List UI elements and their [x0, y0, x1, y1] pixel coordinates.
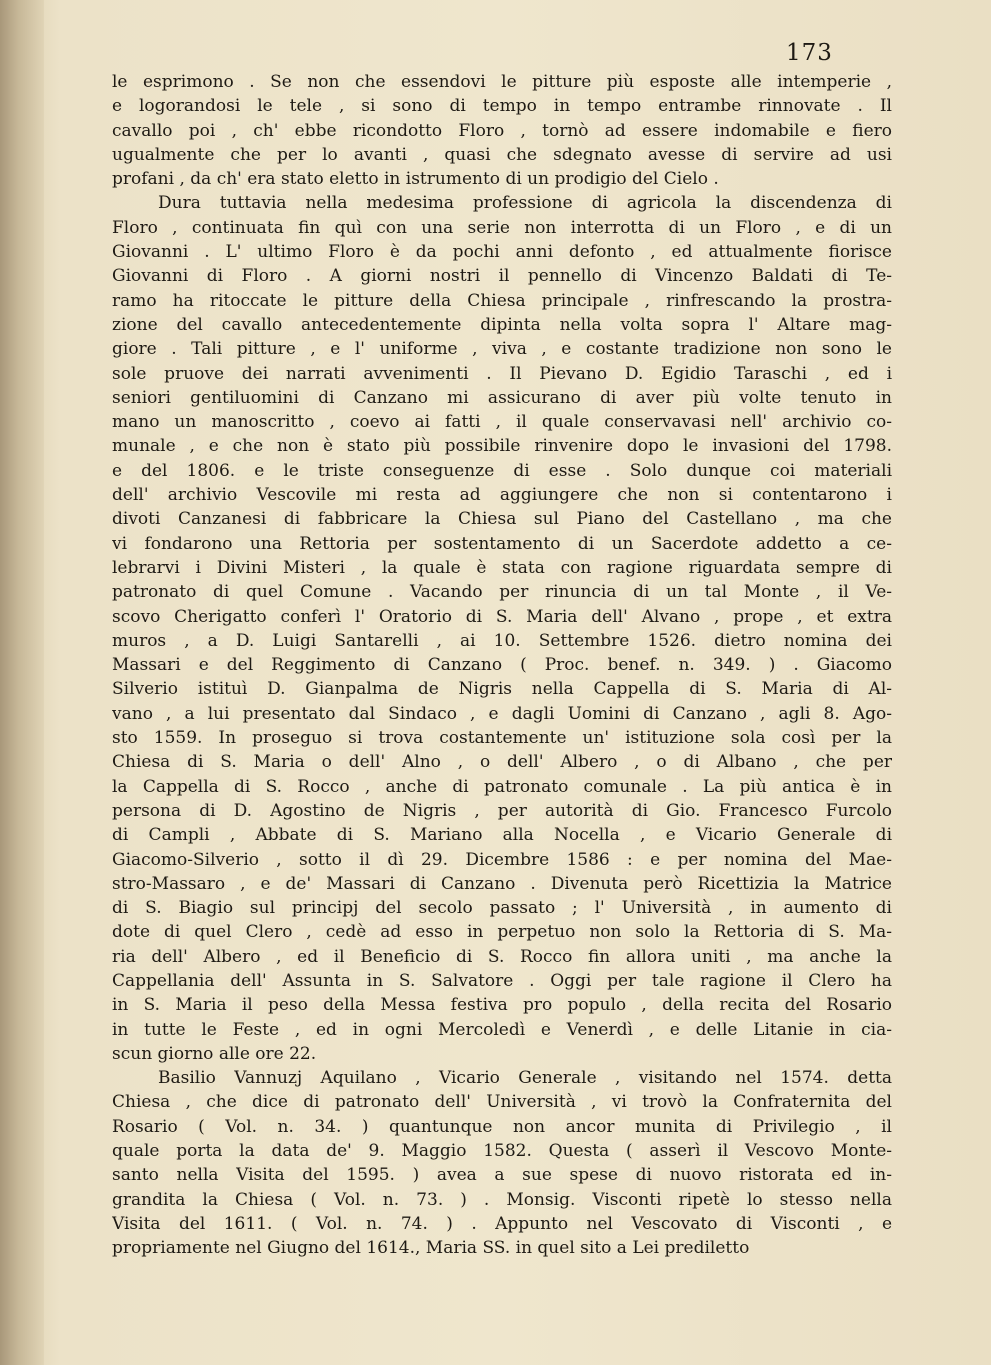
body-text [112, 70, 892, 1261]
text-line: di Campli , Abbate di S. Mariano alla Nocella , e Vicario Generale di [112, 825, 892, 846]
text-line: persona di D. Agostino de Nigris , per autorità di Gio. Francesco Furcolo [112, 800, 892, 821]
text-line: ramo ha ritoccate le pitture della Chiesa principale , rinfrescando la prostra- [112, 290, 892, 311]
text-line: dote di quel Clero , cedè ad esso in perpetuo non solo la Rettoria di S. Ma- [112, 922, 892, 943]
text-line: mano un manoscritto , coevo ai fatti , il quale conservavasi nell' archivio co- [112, 412, 892, 433]
text-line: patronato di quel Comune . Vacando per rinuncia di un tal Monte , il Ve- [112, 582, 892, 603]
text-line: seniori gentiluomini di Canzano mi assicurano di aver più volte tenuto in [112, 387, 892, 408]
text-line: in S. Maria il peso della Messa festiva pro populo , della recita del Rosario [112, 995, 892, 1016]
text-line: Basilio Vannuzj Aquilano , Vicario Generale , visitando nel 1574. detta [158, 1068, 892, 1089]
text-line: scovo Cherigatto conferì l' Oratorio di S. Maria dell' Alvano , prope , et extra [112, 606, 892, 627]
text-line: Rosario ( Vol. n. 34. ) quantunque non ancor munita di Privilegio , il [112, 1116, 892, 1137]
book-binding-shadow [0, 0, 44, 1365]
text-line: vano , a lui presentato dal Sindaco , e dagli Uomini di Canzano , agli 8. Ago- [112, 703, 892, 724]
text-line: Dura tuttavia nella medesima professione di agricola la discendenza di [158, 193, 892, 214]
text-line: muros , a D. Luigi Santarelli , ai 10. Settembre 1526. dietro nomina dei [112, 630, 892, 651]
text-line: stro-Massaro , e de' Massari di Canzano . Divenuta però Ricettizia la Matrice [112, 873, 892, 894]
text-line: sto 1559. In proseguo si trova costantemente un' istituzione sola così per la [112, 728, 892, 749]
text-line: Massari e del Reggimento di Canzano ( Proc. benef. n. 349. ) . Giacomo [112, 655, 892, 676]
text-line: Giovanni . L' ultimo Floro è da pochi anni defonto , ed attualmente fiorisce [112, 242, 892, 263]
text-line: grandita la Chiesa ( Vol. n. 73. ) . Monsig. Visconti ripetè lo stesso nella [112, 1189, 892, 1210]
text-line: in tutte le Feste , ed in ogni Mercoledì e Venerdì , e delle Litanie in cia- [112, 1019, 892, 1040]
text-line: ria dell' Albero , ed il Beneficio di S. Rocco fin allora uniti , ma anche la [112, 946, 892, 967]
text-line: e logorandosi le tele , si sono di tempo in tempo entrambe rinnovate . Il [112, 96, 892, 117]
text-line: zione del cavallo antecedentemente dipinta nella volta sopra l' Altare mag- [112, 314, 892, 335]
text-line: Giovanni di Floro . A giorni nostri il pennello di Vincenzo Baldati di Te- [112, 266, 892, 287]
text-line: santo nella Visita del 1595. ) avea a sue spese di nuovo ristorata ed in- [112, 1165, 892, 1186]
paragraph [112, 191, 892, 1066]
text-line: e del 1806. e le triste conseguenze di esse . Solo dunque coi materiali [112, 460, 892, 481]
paragraph [112, 70, 892, 191]
text-line: le esprimono . Se non che essendovi le pitture più esposte alle intemperie , [112, 72, 892, 92]
text-line: Visita del 1611. ( Vol. n. 74. ) . Appunto nel Vescovato di Visconti , e [112, 1213, 892, 1234]
text-line: quale porta la data de' 9. Maggio 1582. Questa ( asserì il Vescovo Monte- [112, 1141, 892, 1162]
text-line: vi fondarono una Rettoria per sostentamento di un Sacerdote addetto a ce- [112, 533, 892, 554]
text-line: Giacomo-Silverio , sotto il dì 29. Dicembre 1586 : e per nomina del Mae- [112, 849, 892, 870]
text-line: giore . Tali pitture , e l' uniforme , viva , e costante tradizione non sono le [112, 339, 892, 360]
text-line: propriamente nel Giugno del 1614., Maria SS. in quel sito a Lei prediletto [112, 1238, 750, 1259]
paragraph [112, 1066, 892, 1260]
text-line: Silverio istituì D. Gianpalma de Nigris nella Cappella di S. Maria di Al- [112, 679, 892, 700]
text-line: Chiesa di S. Maria o dell' Alno , o dell' Albero , o di Albano , che per [112, 752, 892, 773]
text-line: munale , e che non è stato più possibile rinvenire dopo le invasioni del 1798. [112, 436, 892, 457]
text-line: dell' archivio Vescovile mi resta ad aggiungere che non si contentarono i [112, 485, 892, 506]
text-line: scun giorno alle ore 22. [112, 1043, 317, 1064]
text-line: Floro , continuata fin quì con una serie non interrotta di un Floro , e di un [112, 217, 892, 238]
text-line: sole pruove dei narrati avvenimenti . Il Pievano D. Egidio Taraschi , ed i [112, 363, 892, 384]
text-line: ugualmente che per lo avanti , quasi che sdegnato avesse di servire ad usi [112, 144, 892, 165]
text-line: divoti Canzanesi di fabbricare la Chiesa sul Piano del Castellano , ma che [112, 509, 892, 530]
text-line: profani , da ch' era stato eletto in istrumento di un prodigio del Cielo . [112, 169, 719, 190]
text-line: cavallo poi , ch' ebbe ricondotto Floro , tornò ad essere indomabile e fiero [112, 120, 892, 141]
text-line: Cappellania dell' Assunta in S. Salvatore . Oggi per tale ragione il Clero ha [112, 970, 892, 991]
text-line: lebrarvi i Divini Misteri , la quale è stata con ragione riguardata sempre di [112, 557, 892, 578]
page-number: 173 [786, 40, 833, 66]
text-line: la Cappella di S. Rocco , anche di patronato comunale . La più antica è in [112, 776, 892, 797]
text-line: Chiesa , che dice di patronato dell' Università , vi trovò la Confraternita del [112, 1092, 892, 1113]
text-line: di S. Biagio sul principj del secolo passato ; l' Università , in aumento di [112, 898, 892, 919]
